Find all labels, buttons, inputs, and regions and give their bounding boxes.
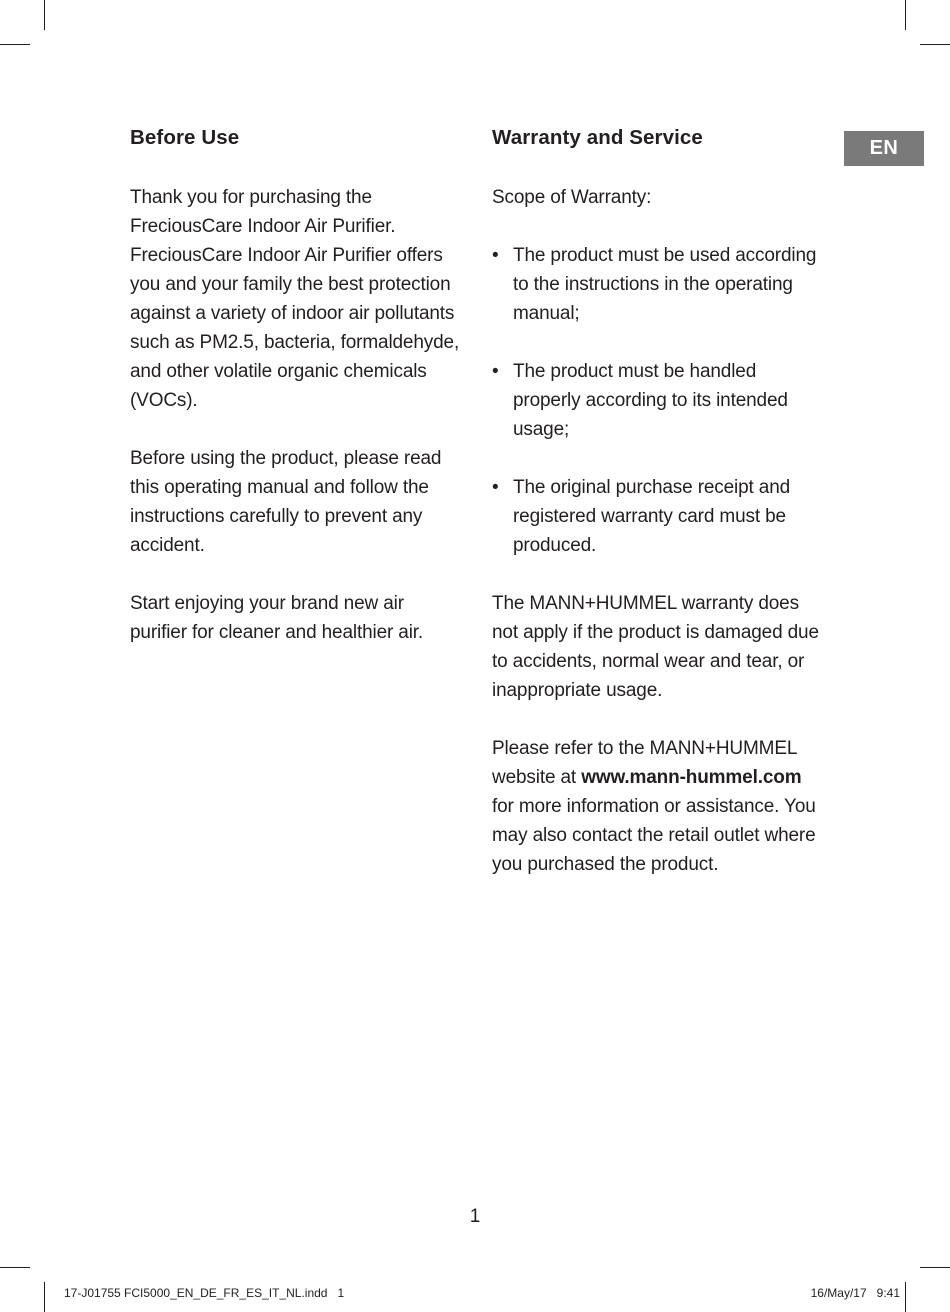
crop-mark-top-left-vertical [44, 0, 45, 30]
warranty-heading: Warranty and Service [492, 126, 703, 149]
print-slug-datetime: 16/May/17 9:41 [810, 1286, 900, 1300]
page-number: 1 [469, 1206, 481, 1227]
list-item: • The original purchase receipt and registered warranty card must be produced. [492, 473, 827, 560]
crop-mark-top-right-horizontal [920, 44, 950, 45]
contact-text-before: Please refer to the MANN+HUMMEL website at [492, 738, 797, 788]
enjoy-paragraph: Start enjoying your brand new air purifier for cleaner and healthier air. [130, 593, 424, 643]
website-link[interactable]: www.mann-hummel.com [581, 767, 802, 788]
warranty-conditions-list [492, 241, 827, 560]
print-slug-filename: 17-J01755 FCI5000_EN_DE_FR_ES_IT_NL.indd 1 [64, 1286, 345, 1300]
language-tab-badge: EN [844, 131, 924, 166]
read-manual-paragraph: Before using the product, please read this operating manual and follow the instructions carefully to prevent any accident. [130, 448, 442, 556]
intro-paragraph: Thank you for purchasing the FreciousCare Indoor Air Purifier. FreciousCare Indoor Air Purifier offers you and your family the best protection against a variety of indoor air pollutants such as PM2.5, bacteria, formaldehyde, and other volatile organic chemicals (VOCs). [130, 187, 460, 411]
list-item: • The product must be used according to the instructions in the operating manual; [492, 241, 827, 328]
scope-of-warranty-subheading: Scope of Warranty: [492, 187, 652, 208]
warranty-exclusion-paragraph: The MANN+HUMMEL warranty does not apply if the product is damaged due to accidents, normal wear and tear, or inappropriate usage. [492, 593, 819, 701]
crop-mark-bottom-right-horizontal [920, 1267, 950, 1268]
before-use-section [130, 122, 460, 676]
crop-mark-top-left-horizontal [0, 44, 30, 45]
crop-mark-top-right-vertical [905, 0, 906, 30]
contact-paragraph [492, 734, 827, 879]
before-use-heading: Before Use [130, 126, 240, 149]
crop-mark-bottom-left-horizontal [0, 1267, 30, 1268]
contact-text-after: for more information or assistance. You may also contact the retail outlet where you purchased the product. [492, 796, 816, 875]
crop-mark-bottom-right-vertical [905, 1282, 906, 1312]
crop-mark-bottom-left-vertical [44, 1282, 45, 1312]
warranty-section [492, 122, 827, 908]
list-item: • The product must be handled properly according to its intended usage; [492, 357, 827, 444]
